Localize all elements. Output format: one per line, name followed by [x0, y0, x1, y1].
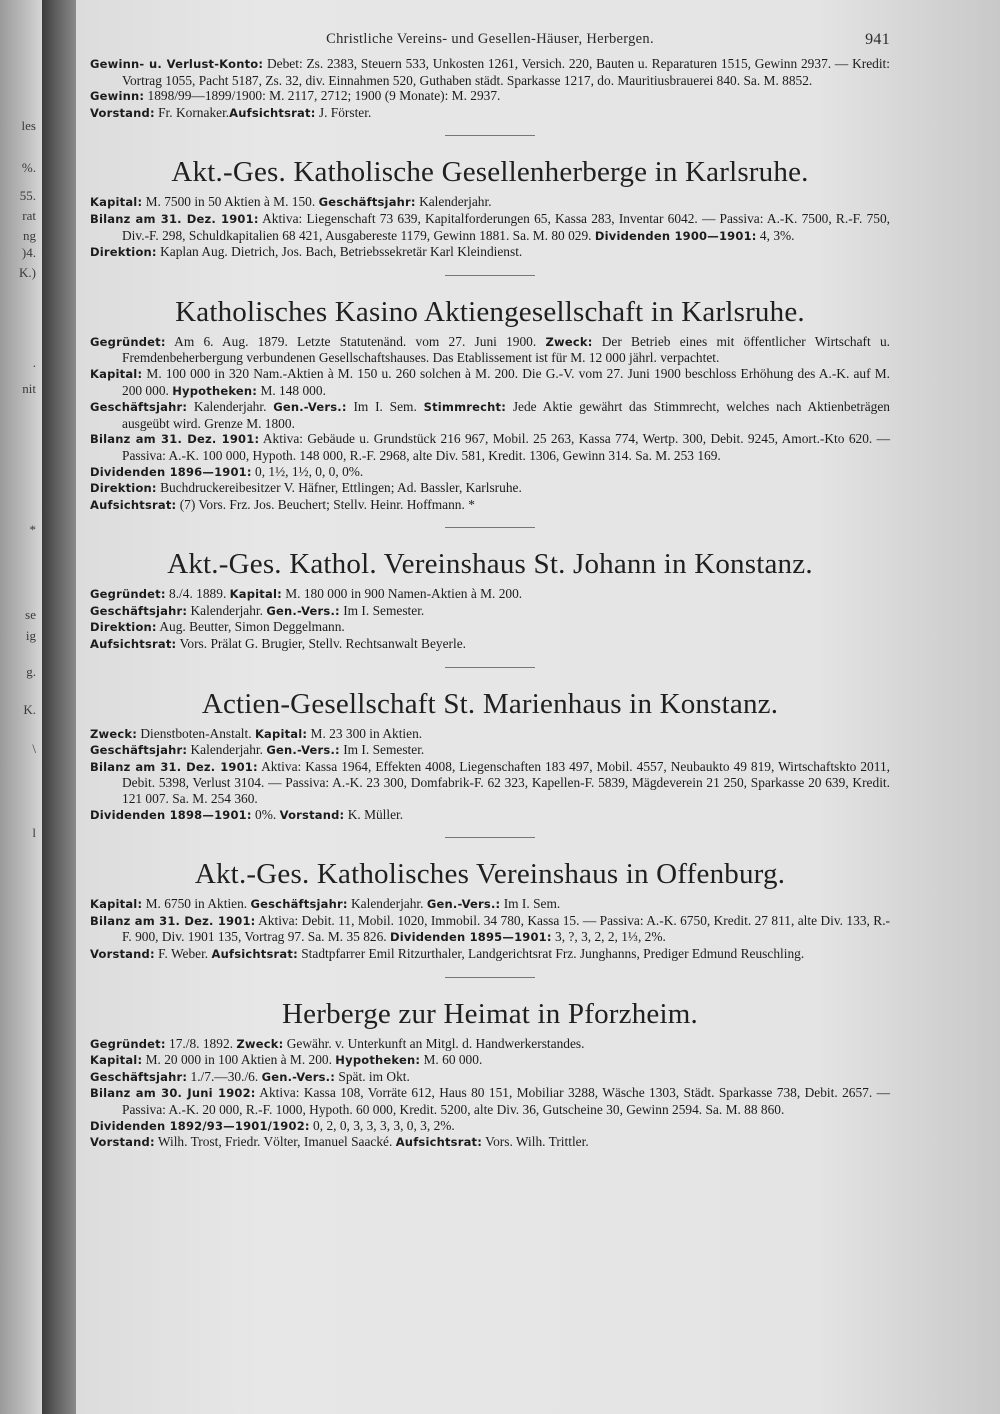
entry-paragraph: [90, 946, 890, 963]
field-text: Kalenderjahr.: [347, 896, 427, 912]
adjacent-page-fragment: .: [32, 355, 36, 370]
field-label: Hypotheken:: [335, 1053, 421, 1068]
field-text: 4, 3%.: [756, 227, 795, 243]
field-label: Gen.-Vers.:: [266, 603, 340, 618]
entry-paragraph: [90, 244, 890, 261]
field-text: Debet: Zs. 2383, Steuern 533, Unkosten 1261, Versich. 220, Bauten u. Reparaturen 1515, Gewinn 2937. — Kredit: Vortrag 1055, Pacht 5187, Zs. 32, div. Einnahmen 520, Guthaben städt. Sparkasse 1217, do. Mauritiusbrauerei 840. Sa. M. 8852.: [122, 56, 891, 88]
adjacent-page-fragment: rat: [22, 208, 36, 223]
section-divider: [445, 977, 535, 978]
field-label: Kapital:: [90, 195, 143, 210]
field-text: M. 60 000.: [420, 1052, 483, 1068]
field-label: Gen.-Vers.:: [261, 1069, 336, 1084]
field-label: Aufsichtsrat:: [90, 637, 177, 652]
field-label: Bilanz am 31. Dez. 1901:: [90, 432, 260, 447]
entry-paragraph: [90, 480, 890, 497]
field-text: M. 180 000 in 900 Namen-Aktien à M. 200.: [281, 586, 523, 602]
company-entry: [90, 998, 890, 1151]
company-title: Akt.-Ges. Katholisches Vereinshaus in Offenburg.: [194, 858, 786, 891]
field-text: Aktiva: Kassa 108, Vorräte 612, Haus 80 151, Mobiliar 3288, Wäsche 1303, Städt. Sparkasse 738, Debit. 2657. — Passiva: A.-K. 20 000, R.-F. 1000, Hypoth. 60 000, Kredit. 5200, alte Div. 36, Gutscheine 30, Gewinn 2594. Sa. M. 88 860.: [122, 1085, 891, 1117]
adjacent-page-fragment: ig: [25, 628, 36, 643]
field-text: 0, 1½, 1½, 0, 0, 0%.: [251, 463, 364, 479]
field-label: Kapital:: [90, 1053, 143, 1068]
entry-paragraph: [90, 497, 890, 514]
field-text: Vors. Prälat G. Brugier, Stellv. Rechtsanwalt Beyerle.: [176, 636, 467, 652]
company-entry: [90, 548, 890, 667]
company-title: Akt.-Ges. Katholische Gesellenherberge in Karlsruhe.: [171, 156, 809, 189]
field-text: J. Förster.: [315, 104, 372, 120]
field-text: K. Müller.: [344, 806, 404, 822]
adjacent-page-strip: [0, 0, 42, 1414]
field-label: Dividenden 1896—1901:: [90, 464, 252, 479]
field-label: Zweck:: [545, 334, 593, 349]
entry-paragraph: [90, 464, 890, 481]
field-label: Direktion:: [90, 620, 157, 635]
entry-paragraph: [90, 105, 890, 122]
company-title: Herberge zur Heimat in Pforzheim.: [282, 997, 698, 1030]
field-label: Direktion:: [90, 245, 157, 260]
field-text: Im I. Semester.: [339, 602, 425, 618]
field-label: Gen.-Vers.:: [266, 743, 340, 758]
field-label: Gewinn:: [90, 89, 145, 104]
field-label: Gegründet:: [90, 587, 166, 602]
entry-paragraph: [90, 1036, 890, 1053]
entry-paragraph: [90, 366, 890, 399]
adjacent-page-fragment: \: [32, 741, 36, 756]
entry-paragraph: [90, 211, 890, 244]
field-label: Aufsichtsrat:: [90, 497, 177, 512]
entry-paragraph: [90, 636, 890, 653]
entry-paragraph: [90, 1069, 890, 1086]
field-label: Gen.-Vers.:: [273, 400, 347, 415]
company-title: Katholisches Kasino Aktiengesellschaft in Karlsruhe.: [175, 295, 805, 328]
field-label: Vorstand:: [90, 1135, 155, 1150]
adjacent-page-fragment: K.): [19, 265, 36, 280]
entry-paragraph: [90, 194, 890, 211]
field-label: Aufsichtsrat:: [211, 947, 298, 961]
entry-paragraph: [90, 913, 890, 946]
field-label: Geschäftsjahr:: [90, 1069, 188, 1084]
company-entry: [90, 296, 890, 529]
field-text: 1./7.—30./6.: [187, 1068, 262, 1084]
adjacent-page-fragment: ng: [23, 228, 36, 243]
field-text: 17./8. 1892.: [165, 1035, 237, 1051]
field-text: F. Weber.: [154, 946, 212, 961]
field-text: Kalenderjahr.: [187, 399, 274, 415]
entry-paragraph: [90, 1085, 890, 1117]
field-text: Kalenderjahr.: [415, 194, 492, 210]
field-label: Dividenden 1900—1901:: [594, 228, 757, 243]
entry-paragraph: [90, 742, 890, 759]
field-text: Gewähr. v. Unterkunft an Mitgl. d. Handwerkerstandes.: [283, 1035, 585, 1051]
section-divider: [445, 135, 535, 136]
adjacent-page-fragment: *: [29, 522, 36, 537]
field-text: Kalenderjahr.: [187, 742, 267, 758]
field-text: Kaplan Aug. Dietrich, Jos. Bach, Betriebssekretär Karl Kleindienst.: [156, 244, 523, 260]
field-text: M. 20 000 in 100 Aktien à M. 200.: [142, 1052, 336, 1068]
field-text: Aktiva: Gebäude u. Grundstück 216 967, Mobil. 25 263, Kassa 774, Wertp. 300, Debit. 9245, Amort.-Kto 620. — Passiva: A.-K. 100 000, Hypoth. 148 000, R.-F. 2968, alte Div. 581, Kredit. 1306, Gewinn 314. Sa. M. 253 169.: [122, 431, 890, 463]
field-text: M. 6750 in Aktien.: [142, 896, 251, 912]
field-label: Kapital:: [90, 897, 143, 912]
entry-paragraph: [90, 619, 890, 636]
entry-paragraph: [90, 807, 890, 824]
field-label: Direktion:: [90, 481, 157, 496]
field-label: Geschäftsjahr:: [250, 897, 348, 912]
field-text: Vors. Wilh. Trittler.: [482, 1134, 589, 1150]
field-label: Vorstand:: [90, 947, 155, 961]
adjacent-page-fragment: %.: [21, 160, 36, 175]
field-text: M. 148 000.: [257, 382, 326, 398]
section-divider: [445, 275, 535, 276]
field-text: 0, 2, 0, 3, 3, 3, 3, 0, 3, 2%.: [309, 1117, 455, 1133]
page-number: 941: [865, 31, 890, 48]
company-entry: [90, 688, 890, 839]
field-label: Bilanz am 30. Juni 1902:: [90, 1086, 256, 1101]
field-text: Am 6. Aug. 1879. Letzte Statutenänd. vom 27. Juni 1900.: [165, 333, 546, 349]
field-label: Gegründet:: [90, 334, 166, 349]
field-text: M. 7500 in 50 Aktien à M. 150.: [142, 194, 319, 210]
adjacent-page-fragment: 55.: [19, 188, 36, 203]
running-head: [90, 32, 890, 56]
field-label: Geschäftsjahr:: [90, 603, 188, 618]
field-text: M. 100 000 in 320 Nam.-Aktien à M. 150 u. 260 solchen à M. 200. Die G.-V. vom 27. Juni 1900 beschloss Erhöhung des A.-K. auf M. 200 000.: [122, 365, 890, 398]
company-entry: [90, 858, 890, 977]
field-text: 3, ?, 3, 2, 2, 1⅓, 2%.: [551, 929, 666, 945]
field-label: Bilanz am 31. Dez. 1901:: [90, 759, 258, 774]
field-text: Buchdruckereibesitzer V. Häfner, Ettlingen; Ad. Bassler, Karlsruhe.: [156, 480, 522, 496]
adjacent-page-fragment: les: [21, 118, 36, 133]
adjacent-page-fragment: K.: [23, 702, 36, 717]
entry-paragraph: [90, 399, 890, 431]
field-label: Zweck:: [90, 726, 138, 741]
field-label: Gewinn- u. Verlust-Konto:: [90, 57, 264, 71]
field-label: Gegründet:: [90, 1036, 166, 1051]
field-label: Vorstand:: [90, 105, 155, 120]
field-label: Geschäftsjahr:: [90, 743, 188, 758]
adjacent-page-fragment: se: [25, 607, 36, 622]
field-text: 1898/99—1899/1900: M. 2117, 2712; 1900 (9 Monate): M. 2937.: [144, 88, 501, 104]
entry-paragraph: [90, 586, 890, 603]
field-label: Gen.-Vers.:: [426, 897, 501, 912]
field-text: Spät. im Okt.: [335, 1068, 410, 1084]
company-entries: [90, 156, 890, 1150]
field-label: Kapital:: [229, 587, 282, 602]
field-text: Im I. Sem.: [346, 399, 424, 415]
field-text: M. 23 300 in Aktien.: [307, 725, 423, 741]
field-label: Bilanz am 31. Dez. 1901:: [90, 913, 256, 928]
field-text: Wilh. Trost, Friedr. Völter, Imanuel Saacké.: [154, 1134, 396, 1150]
field-label: Aufsichtsrat:: [395, 1135, 483, 1150]
field-text: Stadtpfarrer Emil Ritzurthaler, Landgerichtsrat Frz. Junghanns, Prediger Edmund Reuschling.: [297, 946, 805, 961]
field-text: Aug. Beutter, Simon Deggelmann.: [156, 619, 345, 635]
entry-paragraph: [90, 603, 890, 620]
company-entry: [90, 156, 890, 275]
field-text: Kalenderjahr.: [187, 602, 267, 618]
field-text: 0%.: [251, 806, 280, 822]
entry-paragraph: [90, 431, 890, 463]
field-text: Fr. Kornaker.: [154, 104, 230, 120]
field-text: Der Betrieb eines mit öffentlicher Wirtschaft u. Fremdenbeherbergung verbundenen Gesellschaftshauses. Das Etablissement ist für M. 12 000 jährl. verpachtet.: [122, 333, 891, 366]
entry-paragraph: [90, 1134, 890, 1151]
section-divider: [445, 667, 535, 668]
field-label: Geschäftsjahr:: [90, 400, 188, 415]
field-text: Dienstboten-Anstalt.: [137, 725, 255, 741]
field-label: Stimmrecht:: [423, 400, 507, 415]
company-title: Akt.-Ges. Kathol. Vereinshaus St. Johann in Konstanz.: [167, 548, 813, 581]
entry-paragraph: [90, 1118, 890, 1135]
field-text: Jede Aktie gewährt das Stimmrecht, welches nach Aktienbeträgen ausgeübt wird. Grenze M. 1800.: [122, 399, 890, 431]
field-label: Dividenden 1892/93—1901/1902:: [90, 1118, 310, 1133]
adjacent-page-fragment: nit: [22, 381, 36, 396]
field-label: Dividenden 1898—1901:: [90, 807, 252, 822]
book-gutter: [42, 0, 76, 1414]
entry-paragraph: [90, 1052, 890, 1069]
adjacent-page-fragment: )4.: [21, 245, 36, 260]
field-text: Im I. Semester.: [339, 742, 425, 758]
entry-paragraph: [90, 334, 890, 366]
page-content: [90, 32, 890, 1151]
field-label: Geschäftsjahr:: [318, 195, 416, 210]
running-head-title: Christliche Vereins- und Gesellen-Häuser, Herbergen.: [326, 31, 654, 47]
section-divider: [445, 527, 535, 528]
entry-paragraph: [90, 759, 890, 807]
field-text: Aktiva: Liegenschaft 73 639, Kapitalforderungen 65, Kassa 283, Inventar 6042. — Passiva: A.-K. 7500, R.-F. 750, Div.-F. 298, Schuldkapitalien 68 421, Ausgabereste 1179, Gewinn 1881. Sa. M. 80 029.: [122, 210, 891, 243]
field-label: Zweck:: [236, 1036, 284, 1051]
field-label: Vorstand:: [279, 807, 345, 822]
field-text: Aktiva: Debit. 11, Mobil. 1020, Immobil. 34 780, Kassa 15. — Passiva: A.-K. 6750, Kredit. 27 811, alte Div. 133, R.-F. 900, Div. 1901 135, Vortrag 97. Sa. M. 35 826.: [122, 912, 890, 945]
field-label: Bilanz am 31. Dez. 1901:: [90, 211, 259, 226]
field-label: Dividenden 1895—1901:: [390, 930, 552, 945]
entry-paragraph: [90, 726, 890, 743]
field-text: Im I. Sem.: [500, 896, 561, 912]
field-text: Aktiva: Kassa 1964, Effekten 4008, Liegenschaften 183 497, Mobil. 4557, Neubaukto 49 819, Wirtschaftskto 2011, Debit. 5398, Verlust 3104. — Passiva: A.-K. 23 300, Domfabrik-F. 62 323, Kapellen-F. 5839, Mägdeverein 21 250, Sparkasse 20 639, Kredit. 121 007. Sa. M. 254 360.: [122, 758, 890, 807]
field-label: Kapital:: [254, 726, 308, 741]
adjacent-page-fragment: l: [32, 825, 36, 840]
section-divider: [445, 837, 535, 838]
field-label: Hypotheken:: [172, 383, 258, 398]
book-page: [76, 0, 1000, 1414]
field-text: 8./4. 1889.: [165, 586, 230, 602]
company-title: Actien-Gesellschaft St. Marienhaus in Konstanz.: [201, 687, 779, 720]
adjacent-page-fragment: g.: [26, 664, 36, 679]
entry-paragraph: [90, 56, 890, 88]
field-text: (7) Vors. Frz. Jos. Beuchert; Stellv. Heinr. Hoffmann. *: [176, 496, 475, 512]
intro-entry: [90, 56, 890, 136]
field-label: Aufsichtsrat:: [229, 105, 316, 120]
entry-paragraph: [90, 88, 890, 105]
field-label: Kapital:: [90, 366, 143, 381]
entry-paragraph: [90, 896, 890, 913]
